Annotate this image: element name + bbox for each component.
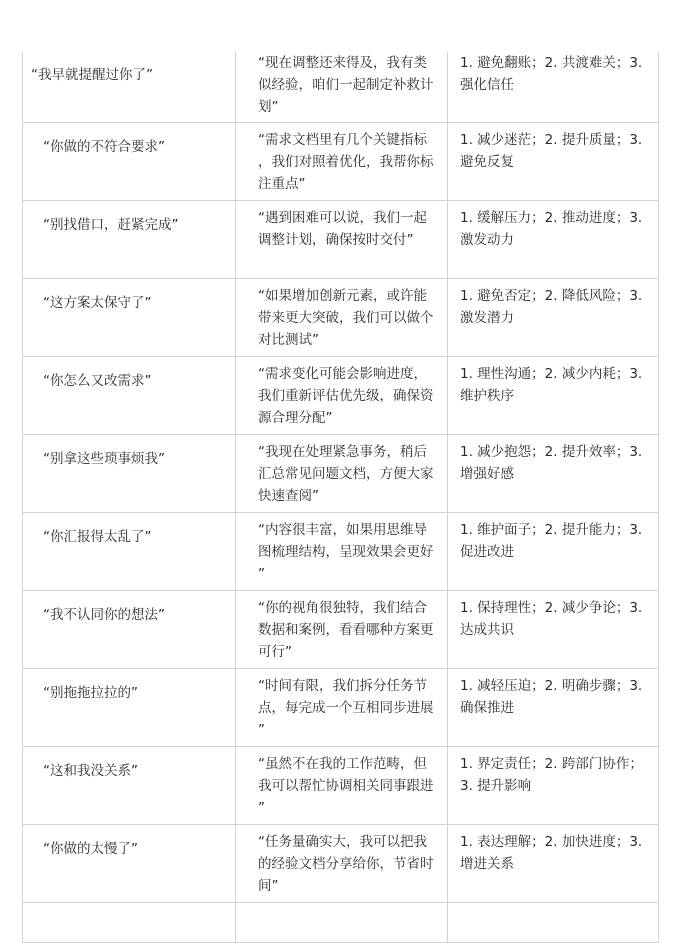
table-row bbox=[23, 590, 659, 668]
benefit-cell bbox=[448, 746, 659, 824]
benefit-cell-text: 1. 界定责任；2. 跨部门协作； 3. 提升影响 bbox=[460, 755, 643, 794]
bad-phrase-cell bbox=[23, 668, 236, 746]
table-row bbox=[23, 356, 659, 434]
benefit-cell-text: 1. 保持理性；2. 减少争论；3. 达成共识 bbox=[460, 599, 643, 638]
better-phrase-cell-text: “需求变化可能会影响进度， 我们重新评估优先级，确保资 源合理分配” bbox=[258, 365, 434, 426]
benefit-cell-text: 1. 避免否定；2. 降低风险；3. 激发潜力 bbox=[460, 287, 643, 326]
bad-phrase-cell bbox=[23, 590, 236, 668]
better-phrase-cell bbox=[236, 356, 448, 434]
bad-phrase-cell-text: “别拿这些琐事烦我” bbox=[43, 450, 165, 467]
table-row bbox=[23, 668, 659, 746]
table-row bbox=[23, 200, 659, 278]
bad-phrase-cell bbox=[23, 52, 236, 122]
bad-phrase-cell bbox=[23, 902, 236, 942]
bad-phrase-cell-text: “我不认同你的想法” bbox=[43, 606, 165, 623]
bad-phrase-cell-text: “别拖拖拉拉的” bbox=[43, 684, 138, 701]
better-phrase-cell bbox=[236, 278, 448, 356]
benefit-cell-text: 1. 理性沟通；2. 减少内耗；3. 维护秩序 bbox=[460, 365, 643, 404]
better-phrase-cell bbox=[236, 122, 448, 200]
benefit-cell bbox=[448, 824, 659, 902]
table-row bbox=[23, 434, 659, 512]
better-phrase-cell-text: “内容很丰富，如果用思维导 图梳理结构，呈现效果会更好 ” bbox=[258, 521, 434, 582]
benefit-cell-text: 1. 减少抱怨；2. 提升效率；3. 增强好感 bbox=[460, 443, 643, 482]
bad-phrase-cell bbox=[23, 200, 236, 278]
better-phrase-cell-text: “你的视角很独特，我们结合 数据和案例，看看哪种方案更 可行” bbox=[258, 599, 434, 660]
benefit-cell bbox=[448, 278, 659, 356]
benefit-cell bbox=[448, 434, 659, 512]
better-phrase-cell bbox=[236, 746, 448, 824]
better-phrase-cell-text: “现在调整还来得及，我有类 似经验，咱们一起制定补救计 划” bbox=[258, 55, 434, 115]
phrase-table bbox=[22, 52, 659, 943]
better-phrase-cell-text: “遇到困难可以说，我们一起 调整计划，确保按时交付” bbox=[258, 209, 427, 248]
table-row bbox=[23, 278, 659, 356]
bad-phrase-cell-text: “你怎么又改需求” bbox=[43, 372, 152, 389]
better-phrase-cell bbox=[236, 824, 448, 902]
bad-phrase-cell-text: “你汇报得太乱了” bbox=[43, 528, 152, 545]
better-phrase-cell-text: “需求文档里有几个关键指标 ，我们对照着优化，我帮你标 注重点” bbox=[258, 131, 434, 192]
bad-phrase-cell bbox=[23, 824, 236, 902]
bad-phrase-cell-text: “你做的太慢了” bbox=[43, 840, 138, 857]
bad-phrase-cell bbox=[23, 746, 236, 824]
benefit-cell-text: 1. 维护面子；2. 提升能力；3. 促进改进 bbox=[460, 521, 643, 560]
benefit-cell-text: 1. 减轻压迫；2. 明确步骤；3. 确保推进 bbox=[460, 677, 643, 716]
bad-phrase-cell-text: “你做的不符合要求” bbox=[43, 138, 165, 155]
benefit-cell bbox=[448, 902, 659, 942]
benefit-cell bbox=[448, 512, 659, 590]
table-row bbox=[23, 52, 659, 122]
phrase-table-container bbox=[22, 52, 658, 943]
better-phrase-cell bbox=[236, 200, 448, 278]
bad-phrase-cell bbox=[23, 278, 236, 356]
better-phrase-cell-text: “我现在处理紧急事务，稍后 汇总常见问题文档，方便大家 快速查阅” bbox=[258, 443, 434, 504]
benefit-cell-text: 1. 减少迷茫；2. 提升质量；3. 避免反复 bbox=[460, 131, 643, 170]
benefit-cell bbox=[448, 590, 659, 668]
table-row bbox=[23, 902, 659, 942]
better-phrase-cell bbox=[236, 902, 448, 942]
better-phrase-cell bbox=[236, 52, 448, 122]
table-row bbox=[23, 122, 659, 200]
benefit-cell-text: 1. 表达理解；2. 加快进度；3. 增进关系 bbox=[460, 833, 643, 872]
better-phrase-cell bbox=[236, 668, 448, 746]
benefit-cell bbox=[448, 52, 659, 122]
better-phrase-cell-text: “时间有限，我们拆分任务节 点，每完成一个互相同步进展 ” bbox=[258, 677, 434, 738]
table-row bbox=[23, 746, 659, 824]
benefit-cell bbox=[448, 122, 659, 200]
bad-phrase-cell bbox=[23, 122, 236, 200]
table-row bbox=[23, 824, 659, 902]
better-phrase-cell bbox=[236, 434, 448, 512]
bad-phrase-cell bbox=[23, 356, 236, 434]
better-phrase-cell-text: “如果增加创新元素，或许能 带来更大突破，我们可以做个 对比测试” bbox=[258, 287, 434, 348]
bad-phrase-cell bbox=[23, 434, 236, 512]
bad-phrase-cell bbox=[23, 512, 236, 590]
benefit-cell bbox=[448, 668, 659, 746]
better-phrase-cell-text: “任务量确实大，我可以把我 的经验文档分享给你，节省时 间” bbox=[258, 833, 434, 894]
benefit-cell-text: 1. 避免翻账；2. 共渡难关；3. 强化信任 bbox=[460, 55, 643, 93]
benefit-cell bbox=[448, 356, 659, 434]
bad-phrase-cell-text: “别找借口，赶紧完成” bbox=[43, 216, 179, 233]
better-phrase-cell-text: “虽然不在我的工作范畴，但 我可以帮忙协调相关同事跟进 ” bbox=[258, 755, 434, 816]
table-row bbox=[23, 512, 659, 590]
bad-phrase-cell-text: “这方案太保守了” bbox=[43, 294, 152, 311]
better-phrase-cell bbox=[236, 512, 448, 590]
bad-phrase-cell-text: “这和我没关系” bbox=[43, 762, 138, 779]
table-body bbox=[23, 52, 659, 942]
benefit-cell bbox=[448, 200, 659, 278]
better-phrase-cell bbox=[236, 590, 448, 668]
benefit-cell-text: 1. 缓解压力；2. 推动进度；3. 激发动力 bbox=[460, 209, 643, 248]
bad-phrase-cell-text: “我早就提醒过你了” bbox=[31, 67, 153, 83]
